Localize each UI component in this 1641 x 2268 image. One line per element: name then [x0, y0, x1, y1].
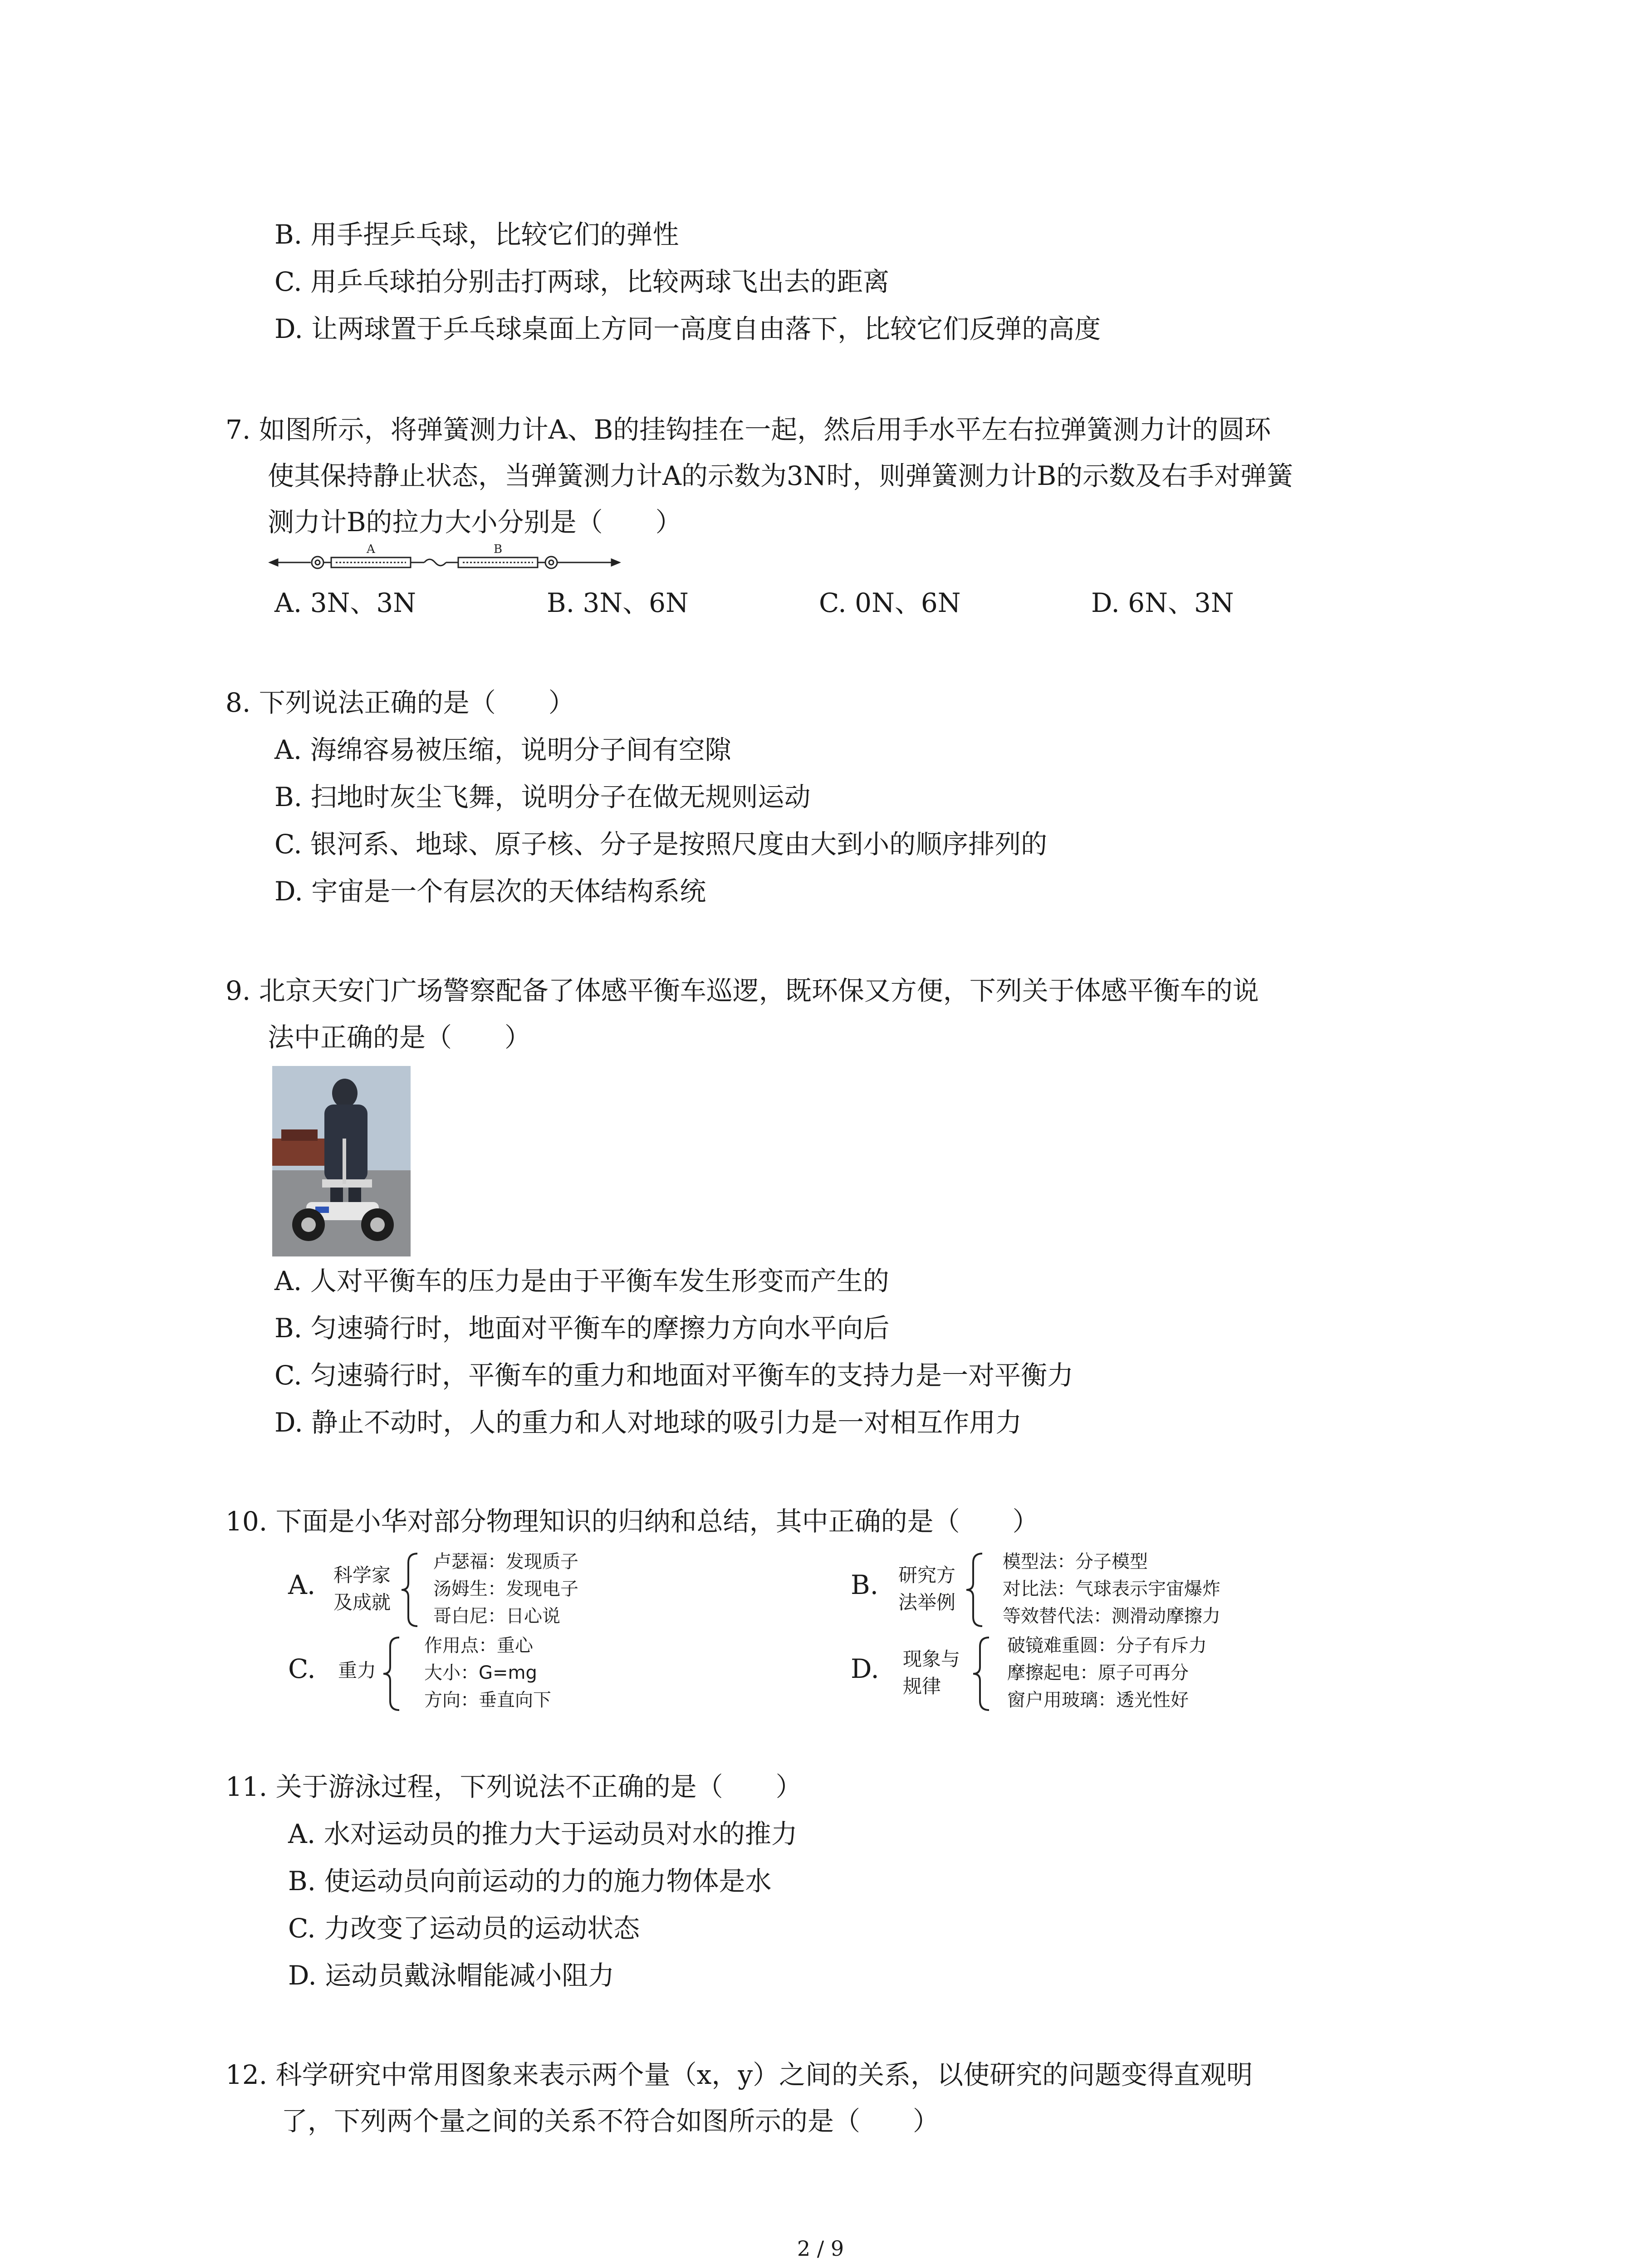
q10-d-item-3: 窗户用玻璃：透光性好 [1007, 1690, 1189, 1711]
q10-c-item-2: 大小：G=mg [424, 1662, 537, 1683]
q7-option-c: C. 0N、6N [819, 587, 961, 618]
q9-option-b: B. 匀速骑行时，地面对平衡车的摩擦力方向水平向后 [274, 1313, 890, 1344]
q11-option-a: A. 水对运动员的推力大于运动员对水的推力 [288, 1818, 798, 1849]
page-number: 2 / 9 [797, 2236, 844, 2261]
q10-a-heading-line1: 科学家 [333, 1564, 391, 1586]
q12-stem-line2: 了，下列两个量之间的关系不符合如图所示的是（ ） [281, 2106, 940, 2136]
q9-option-a: A. 人对平衡车的压力是由于平衡车发生形变而产生的 [274, 1266, 889, 1296]
q7-stem-line2: 使其保持静止状态，当弹簧测力计A的示数为3N时，则弹簧测力计B的示数及右手对弹簧 [268, 460, 1293, 491]
q7-option-a: A. 3N、3N [274, 587, 416, 618]
q10-d-letter: D. [851, 1653, 879, 1684]
q10-d-brace [971, 1635, 994, 1712]
q10-b-item-1: 模型法：分子模型 [1003, 1551, 1148, 1572]
q8-stem: 8. 下列说法正确的是（ ） [225, 687, 575, 718]
q10-c-item-1: 作用点：重心 [424, 1635, 533, 1656]
q10-a-letter: A. [288, 1569, 316, 1600]
q7-stem-line3: 测力计B的拉力大小分别是（ ） [268, 507, 682, 538]
q9-stem-line2: 法中正确的是（ ） [268, 1022, 531, 1053]
q11-option-b: B. 使运动员向前运动的力的施力物体是水 [288, 1866, 772, 1897]
q10-a-heading-line2: 及成就 [333, 1591, 391, 1613]
q8-option-b: B. 扫地时灰尘飞舞，说明分子在做无规则运动 [274, 782, 811, 812]
q10-d-item-1: 破镜难重圆：分子有斥力 [1007, 1635, 1207, 1656]
q10-c-letter: C. [288, 1653, 316, 1684]
q10-b-item-2: 对比法：气球表示宇宙爆炸 [1003, 1579, 1220, 1599]
q8-option-c: C. 银河系、地球、原子核、分子是按照尺度由大到小的顺序排列的 [274, 829, 1048, 860]
q10-a-item-1: 卢瑟福：发现质子 [433, 1551, 578, 1572]
q8-option-d: D. 宇宙是一个有层次的天体结构系统 [274, 876, 706, 907]
q11-option-c: C. 力改变了运动员的运动状态 [288, 1913, 640, 1944]
q11-option-d: D. 运动员戴泳帽能减小阻力 [288, 1960, 615, 1991]
q10-b-heading-line2: 法举例 [898, 1591, 956, 1613]
q6-option-d: D. 让两球置于乒乓球桌面上方同一高度自由落下，比较它们反弹的高度 [274, 313, 1101, 344]
q10-a-item-2: 汤姆生：发现电子 [433, 1579, 578, 1599]
q10-b-brace [964, 1551, 987, 1628]
q10-b-heading-line1: 研究方 [898, 1564, 956, 1586]
scale-label-b: B [494, 543, 503, 556]
q7-option-d: D. 6N、3N [1091, 587, 1234, 618]
q12-stem-line1: 12. 科学研究中常用图象来表示两个量（x，y）之间的关系，以使研究的问题变得直观明 [225, 2059, 1253, 2090]
q6-option-b: B. 用手捏乒乓球，比较它们的弹性 [274, 219, 679, 250]
q10-c-item-3: 方向：垂直向下 [424, 1690, 551, 1711]
q10-c-brace [381, 1635, 404, 1712]
q10-b-item-3: 等效替代法：测滑动摩擦力 [1003, 1606, 1220, 1627]
q10-d-item-2: 摩擦起电：原子可再分 [1007, 1662, 1189, 1683]
scale-label-a: A [367, 543, 375, 556]
q10-d-heading-line1: 现象与 [903, 1648, 960, 1670]
q7-stem-line1: 7. 如图所示，将弹簧测力计A、B的挂钩挂在一起，然后用手水平左右拉弹簧测力计的圆环 [225, 414, 1271, 445]
q10-a-item-3: 哥白尼：日心说 [433, 1606, 560, 1627]
q8-option-a: A. 海绵容易被压缩，说明分子间有空隙 [274, 734, 731, 765]
q7-option-b: B. 3N、6N [547, 587, 689, 618]
q10-stem: 10. 下面是小华对部分物理知识的归纳和总结，其中正确的是（ ） [225, 1506, 1039, 1537]
q10-d-heading-line2: 规律 [903, 1675, 941, 1697]
q9-option-d: D. 静止不动时，人的重力和人对地球的吸引力是一对相互作用力 [274, 1407, 1022, 1438]
q9-option-c: C. 匀速骑行时，平衡车的重力和地面对平衡车的支持力是一对平衡力 [274, 1360, 1074, 1391]
q6-option-c: C. 用乒乓球拍分别击打两球，比较两球飞出去的距离 [274, 266, 890, 297]
q11-stem: 11. 关于游泳过程，下列说法不正确的是（ ） [225, 1771, 802, 1802]
spring-scale-diagram [268, 542, 622, 574]
q10-a-brace [399, 1551, 422, 1628]
segway-police-photo [272, 1066, 411, 1256]
q10-b-letter: B. [851, 1569, 879, 1600]
q9-stem-line1: 9. 北京天安门广场警察配备了体感平衡车巡逻，既环保又方便，下列关于体感平衡车的说 [225, 975, 1259, 1006]
q10-c-heading: 重力 [338, 1659, 377, 1681]
